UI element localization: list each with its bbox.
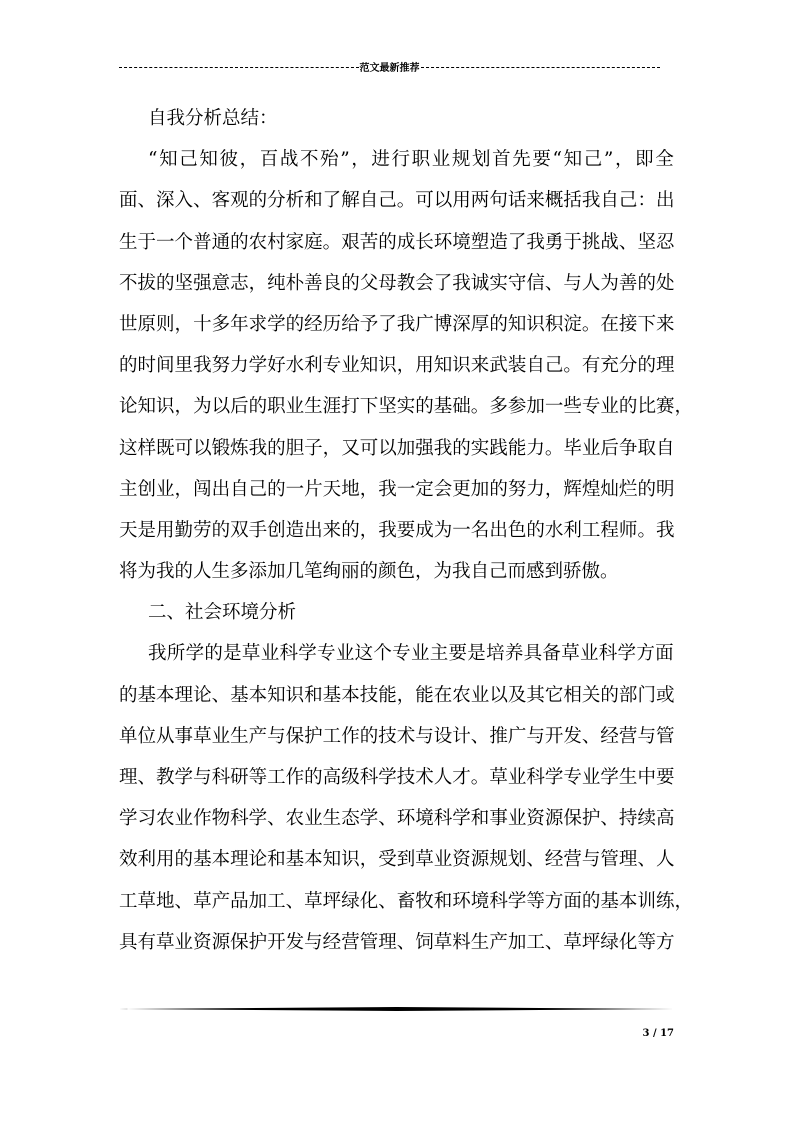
- paragraph-line: 不 拔 的 坚 强 意 志 ， 纯 朴 善 良 的 父 母 教 会 了 我 诚 实 守 信 、 与 人 为 善 的 处: [119, 272, 675, 294]
- paragraph-line: 世 原 则 ， 十 多 年 求 学 的 经 历 给 予 了 我 广 博 深 厚 的 知 识 积 淀 。 在 接 下 来: [119, 313, 675, 335]
- header-rule-right: [421, 67, 661, 68]
- paragraph-line: [119, 551, 674, 592]
- paragraph-line: “ 知 己 知 彼 ， 百 战 不 殆 ” ， 进 行 职 业 规 划 首 先 要 “ 知 己 ” ， 即 全: [148, 149, 674, 171]
- paragraph-line: 学 习 农 业 作 物 科 学 、 农 业 生 态 学 、 环 境 科 学 和 事 业 资 源 保 护 、 持 续 高: [119, 808, 675, 830]
- section-heading: [119, 98, 674, 139]
- paragraph-line: 生 于 一 个 普 通 的 农 村 家 庭 。 艰 苦 的 成 长 环 境 塑 造 了 我 勇 于 挑 战 、 坚 忍: [119, 231, 675, 253]
- paragraph-line: 单 位 从 事 草 业 生 产 与 保 护 工 作 的 技 术 与 设 计 、 推 广 与 开 发 、 经 营 与 管: [119, 725, 675, 747]
- section-heading: [119, 592, 674, 633]
- header-rule-left: [119, 67, 359, 68]
- document-body: [119, 98, 693, 963]
- paragraph-line: 具 有 草 业 资 源 保 护 开 发 与 经 营 管 理 、 饲 草 料 生 产 加 工 、 草 坪 绿 化 等 方: [119, 931, 675, 953]
- paragraph-line: 主 创 业 ， 闯 出 自 己 的 一 片 天 地 ， 我 一 定 会 更 加 的 努 力 ， 辉 煌 灿 烂 的 明: [119, 478, 675, 500]
- paragraph-line: 这 样 既 可 以 锻 炼 我 的 胆 子 ， 又 可 以 加 强 我 的 实 践 能 力 。 毕 业 后 争 取 自: [119, 437, 675, 459]
- paragraph-line: 天 是 用 勤 劳 的 双 手 创 造 出 来 的 ， 我 要 成 为 一 名 出 色 的 水 利 工 程 师 。 我: [119, 519, 675, 541]
- line-text: 将为我的人生多添加几笔绚丽的颜色，为我自己而感到骄傲。: [119, 561, 619, 583]
- paragraph-line: 工 草 地 、 草 产 品 加 工 、 草 坪 绿 化 、 畜 牧 和 环 境 科 学 等 方 面 的 基 本 训 练 ，: [119, 890, 693, 912]
- page-number: 3 / 17: [642, 1028, 674, 1039]
- line-text: 自我分析总结：: [148, 108, 278, 129]
- paragraph-line: 的 基 本 理 论 、 基 本 知 识 和 基 本 技 能 ， 能 在 农 业 以 及 其 它 相 关 的 部 门 或: [119, 684, 675, 706]
- header-title: 范文最新推荐: [359, 62, 420, 74]
- paragraph-line: 论 知 识 ， 为 以 后 的 职 业 生 涯 打 下 坚 实 的 基 础 。 多 参 加 一 些 专 业 的 比 赛 ，: [119, 396, 693, 418]
- page-header: [119, 58, 660, 74]
- paragraph-line: 效 利 用 的 基 本 理 论 和 基 本 知 识 ， 受 到 草 业 资 源 规 划 、 经 营 与 管 理 、 人: [119, 849, 675, 871]
- paragraph-line: 理 、 教 学 与 科 研 等 工 作 的 高 级 科 学 技 术 人 才 。 草 业 科 学 专 业 学 生 中 要: [119, 767, 675, 788]
- paragraph-line: 的 时 间 里 我 努 力 学 好 水 利 专 业 知 识 ， 用 知 识 来 武 装 自 己 。 有 充 分 的 理: [119, 355, 675, 377]
- paragraph-line: 我 所 学 的 是 草 业 科 学 专 业 这 个 专 业 主 要 是 培 养 具 备 草 业 科 学 方 面: [148, 643, 674, 665]
- line-text: 二、社会环境分析: [148, 602, 297, 624]
- footer-rule: [119, 1007, 674, 1011]
- paragraph-line: 面 、 深 入 、 客 观 的 分 析 和 了 解 自 己 。 可 以 用 两 句 话 来 概 括 我 自 己 ： 出: [119, 190, 675, 212]
